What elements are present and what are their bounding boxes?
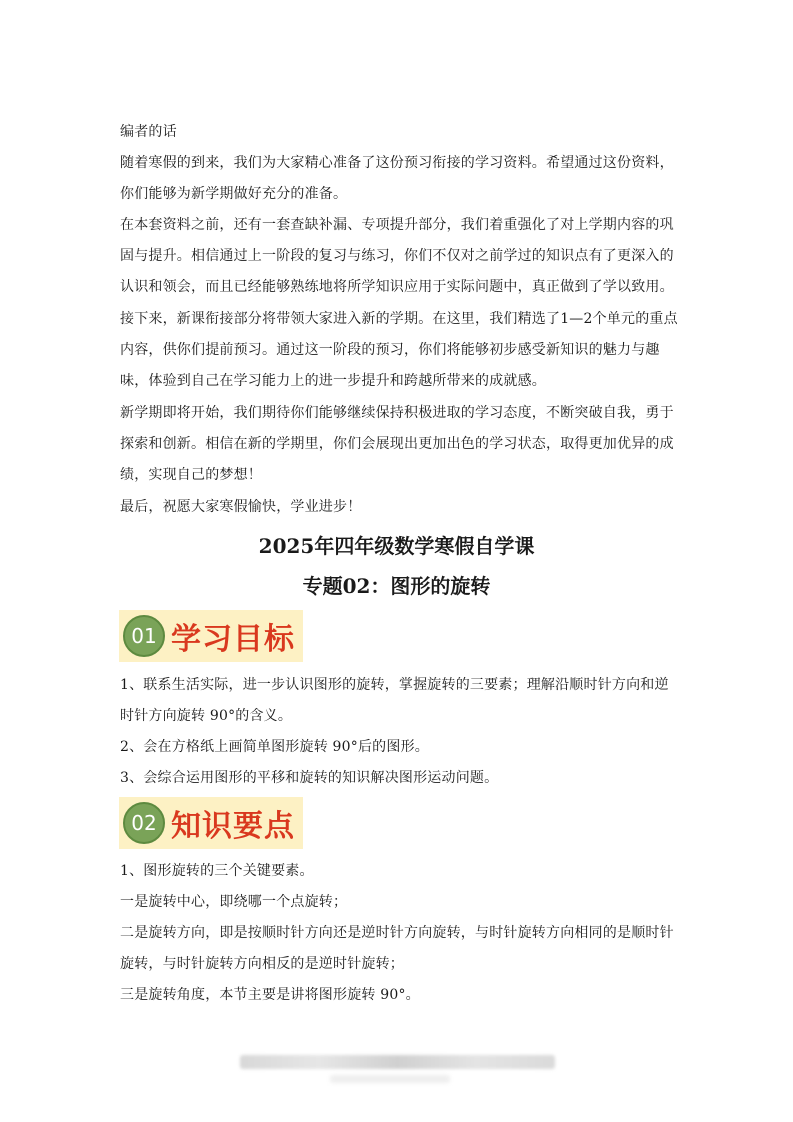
key-point-item: 二是旋转方向，即是按顺时针方向还是逆时针方向旋转，与时针旋转方向相同的是顺时针旋转，与时针旋转方向相反的是逆时针旋转； [120, 925, 674, 972]
document-title: 2025年四年级数学寒假自学课 [258, 534, 535, 558]
section-title: 学习目标 [171, 622, 295, 657]
blurred-footer-watermark [330, 1075, 450, 1083]
section-number-badge: 02 [123, 802, 165, 844]
preface-paragraph: 在本套资料之前，还有一套查缺补漏、专项提升部分，我们着重强化了对上学期内容的巩固与提升。相信通过上一阶段的复习与练习，你们不仅对之前学过的知识点有了更深入的认识和领会，而且已经能够熟练地将所学知识应用于实际问题中，真正做到了学以致用。 [120, 217, 674, 295]
preface-paragraph: 接下来，新课衔接部分将带领大家进入新的学期。在这里，我们精选了1—2个单元的重点内容，供你们提前预习。通过这一阶段的预习，你们将能够初步感受新知识的魅力与趣味，体验到自己在学习能力上的进一步提升和跨越所带来的成就感。 [120, 311, 678, 389]
preface-paragraph: 随着寒假的到来，我们为大家精心准备了这份预习衔接的学习资料。希望通过这份资料，你们能够为新学期做好充分的准备。 [120, 155, 674, 202]
section-number-badge: 01 [123, 615, 165, 657]
goal-item: 2、会在方格纸上画简单图形旋转 90°后的图形。 [120, 739, 429, 755]
key-point-item: 三是旋转角度，本节主要是讲将图形旋转 90°。 [120, 987, 420, 1003]
preface-closing: 最后，祝愿大家寒假愉快，学业进步！ [120, 499, 362, 515]
goal-item: 3、会综合运用图形的平移和旋转的知识解决图形运动问题。 [120, 770, 499, 786]
section-title: 知识要点 [171, 809, 295, 844]
section-header-key-points [119, 797, 303, 849]
key-point-item: 一是旋转中心，即绕哪一个点旋转； [120, 894, 348, 910]
preface-heading: 编者的话 [120, 124, 177, 140]
section-header-learning-goals [119, 610, 303, 662]
goal-item: 1、联系生活实际，进一步认识图形的旋转，掌握旋转的三要素；理解沿顺时针方向和逆时针方向旋转 90°的含义。 [120, 677, 669, 724]
blurred-footer-watermark [240, 1055, 555, 1069]
document-subtitle: 专题02：图形的旋转 [302, 574, 491, 598]
preface-paragraph: 新学期即将开始，我们期待你们能够继续保持积极进取的学习态度，不断突破自我，勇于探索和创新。相信在新的学期里，你们会展现出更加出色的学习状态，取得更加优异的成绩，实现自己的梦想！ [120, 405, 674, 483]
key-point-item: 1、图形旋转的三个关键要素。 [120, 863, 314, 879]
